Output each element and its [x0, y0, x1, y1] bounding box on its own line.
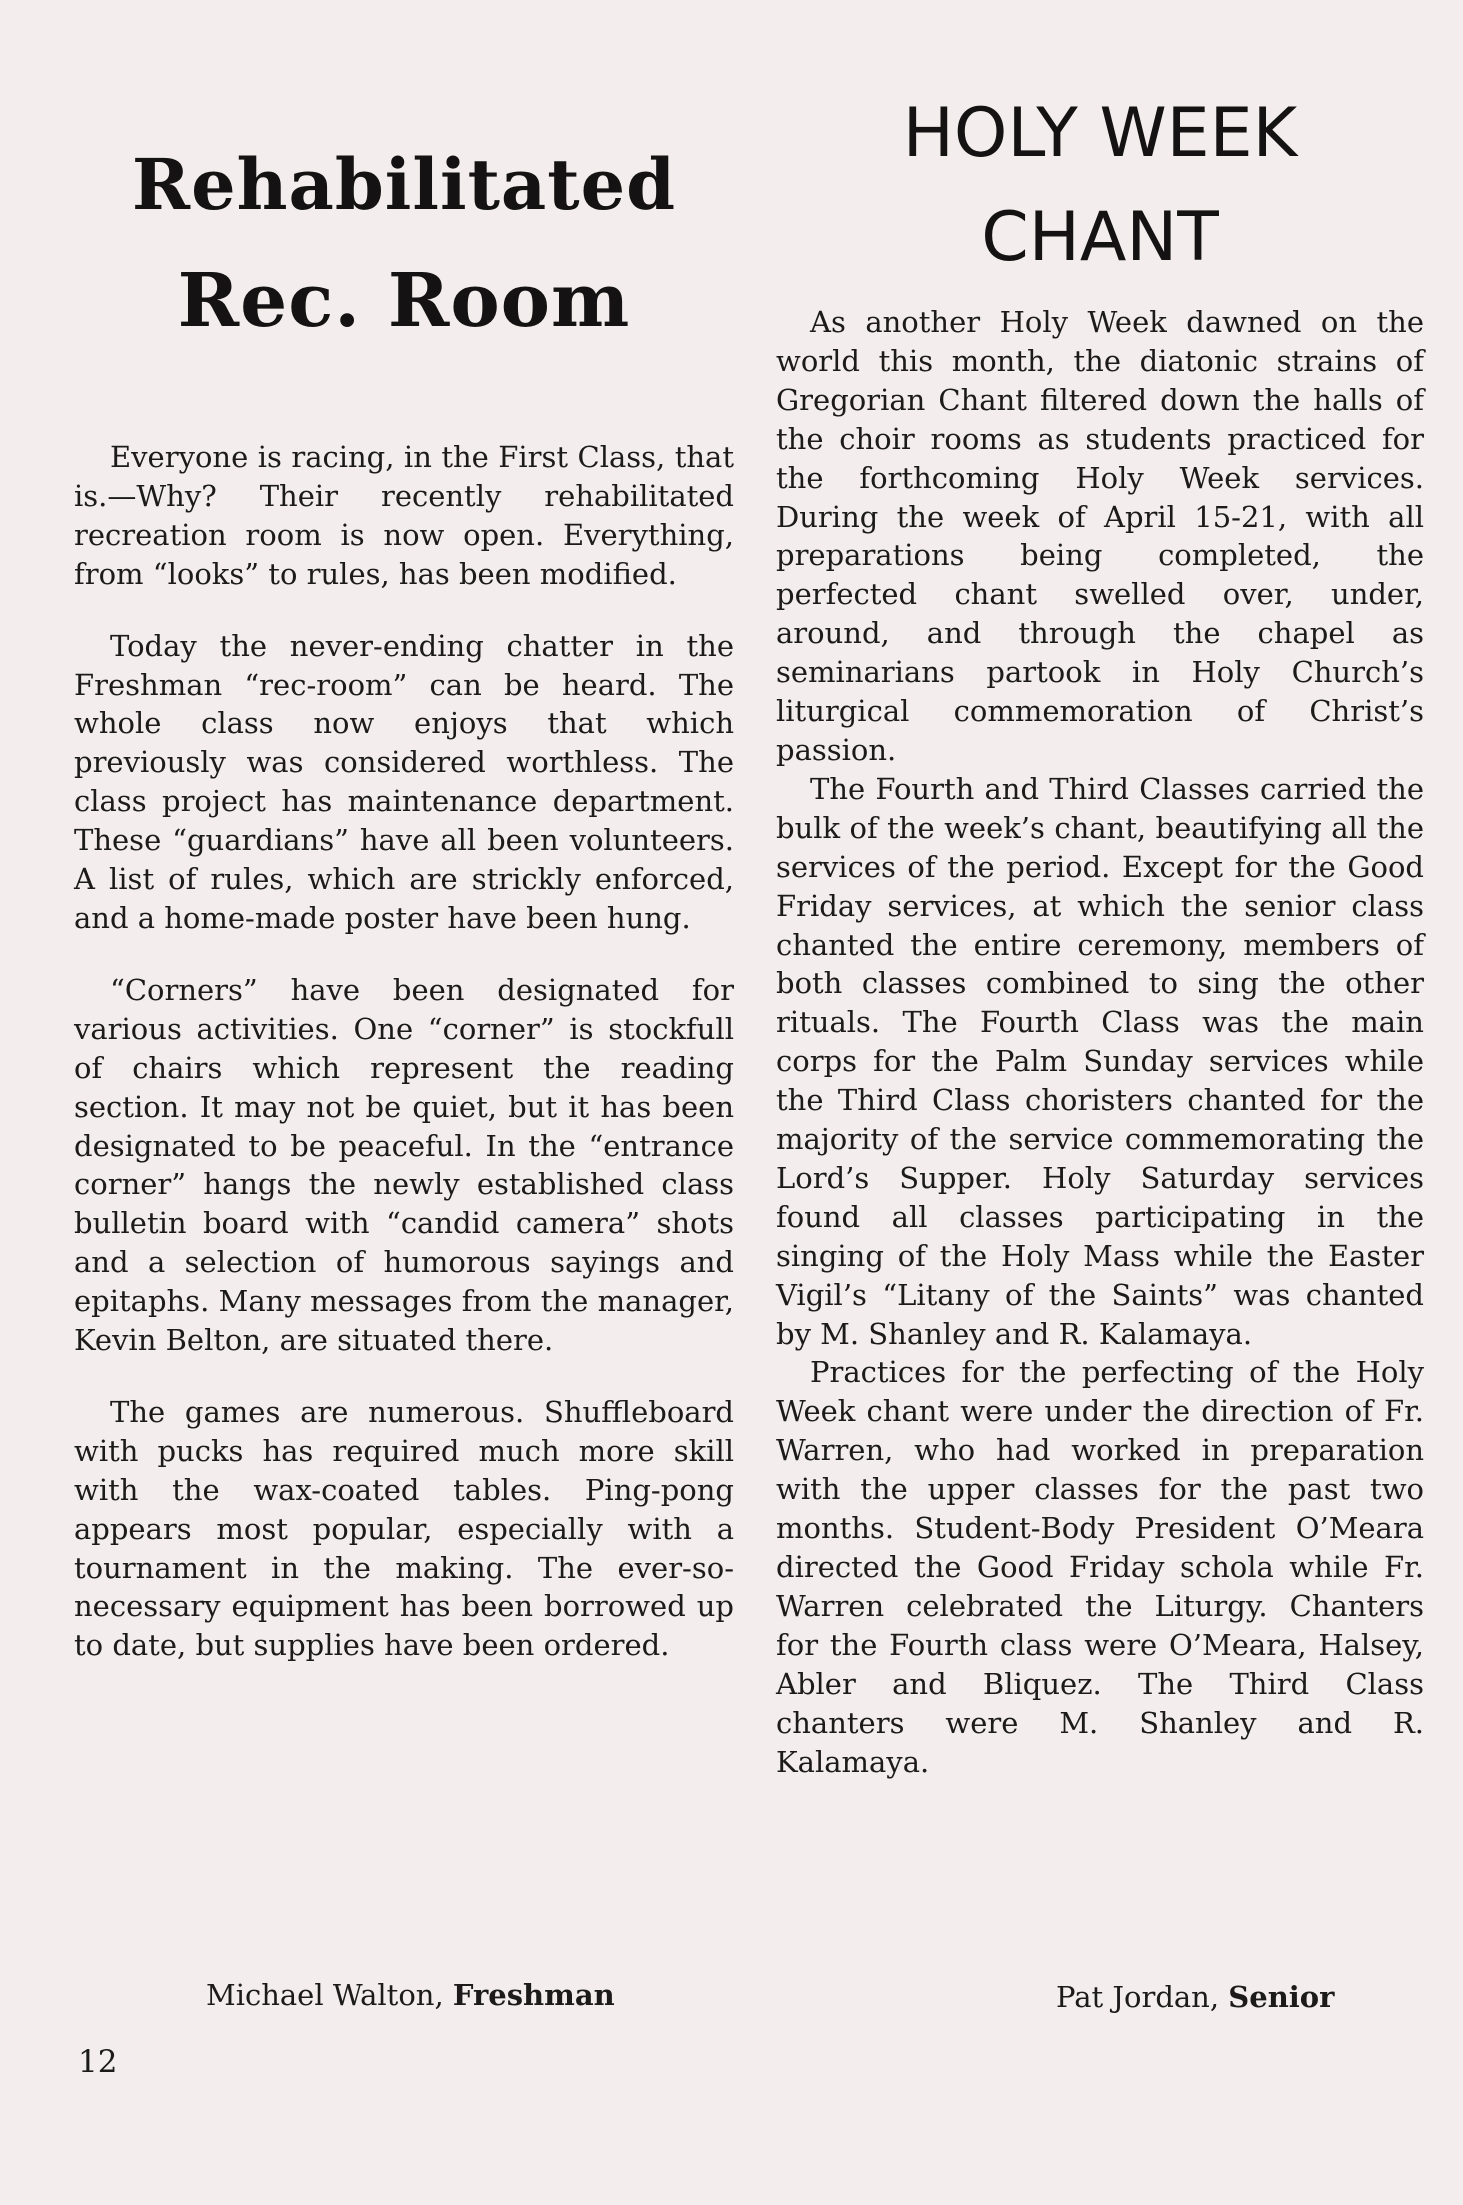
left-author-role: Freshman: [452, 1978, 615, 2012]
right-article-title: [776, 94, 1424, 277]
right-author-role: Senior: [1228, 1980, 1335, 2014]
left-title-line-2: Rec. Room: [177, 258, 631, 344]
left-author-name: Michael Walton,: [206, 1978, 444, 2012]
left-article-byline: [206, 1976, 615, 2014]
left-paragraph-2: Today the never-ending chatter in the Freshman “rec-room” can be heard. The whole class now enjoys that which previously was considered worthless. The class project has maintenance department. These “guardians” have all been volunteers. A list of rules, which are strickly enforced, and a home-made poster have been hung.: [74, 628, 734, 935]
right-title-line-2: CHANT: [981, 198, 1219, 277]
right-title-line-1: HOLY WEEK: [902, 94, 1298, 173]
left-title-line-1: Rehabilitated: [131, 143, 677, 226]
right-author-name: Pat Jordan,: [1056, 1980, 1220, 2014]
left-article-title: [74, 143, 734, 344]
left-paragraph-3: “Corners” have been designated for various activities. One “corner” is stockfull of chairs which represent the reading section. It may not be quiet, but it has been designated to be peaceful. In the “entrance corner” hangs the newly established class bulletin board with “candid camera” shots and a selection of humorous sayings and epitaphs. Many messages from the manager, Kevin Belton, are situated there.: [74, 972, 734, 1358]
left-paragraph-1: Everyone is racing, in the First Class, that is.—Why? Their recently rehabilitated recreation room is now open. Everything, from “looks” to rules, has been modified.: [74, 440, 734, 591]
right-paragraph-2: The Fourth and Third Classes carried the bulk of the week’s chant, beautifying all the services of the period. Except for the Good Friday services, at which the senior class chanted the entire ceremony, members of both classes combined to sing the other rituals. The Fourth Class was the main corps for the Palm Sunday services while the Third Class choristers chanted for the majority of the service commemorating the Lord’s Supper. Holy Saturday services found all classes participating in the singing of the Holy Mass while the Easter Vigil’s “Litany of the Saints” was chanted by M. Shanley and R. Kalamaya.: [776, 771, 1424, 1351]
left-article-body: [74, 438, 734, 1665]
page-number: 12: [78, 2044, 118, 2080]
right-article-byline: [1056, 1978, 1334, 2016]
left-paragraph-4: The games are numerous. Shuffleboard with pucks has required much more skill with the wax-coated tables. Ping-pong appears most popular, especially with a tournament in the making. The ever-so-necessary equipment has been borrowed up to date, but supplies have been ordered.: [74, 1394, 734, 1663]
right-paragraph-1: As another Holy Week dawned on the world this month, the diatonic strains of Gregorian Chant filtered down the halls of the choir rooms as students practiced for the forthcoming Holy Week services. During the week of April 15-21, with all preparations being completed, the perfected chant swelled over, under, around, and through the chapel as seminarians partook in Holy Church’s liturgical commemoration of Christ’s passion.: [776, 305, 1424, 767]
right-paragraph-3: Practices for the perfecting of the Holy Week chant were under the direction of Fr. Warren, who had worked in preparation with the upper classes for the past two months. Student-Body President O’Meara directed the Good Friday schola while Fr. Warren celebrated the Liturgy. Chanters for the Fourth class were O’Meara, Halsey, Abler and Bliquez. The Third Class chanters were M. Shanley and R. Kalamaya.: [776, 1355, 1424, 1779]
right-article-body: [776, 303, 1424, 1781]
